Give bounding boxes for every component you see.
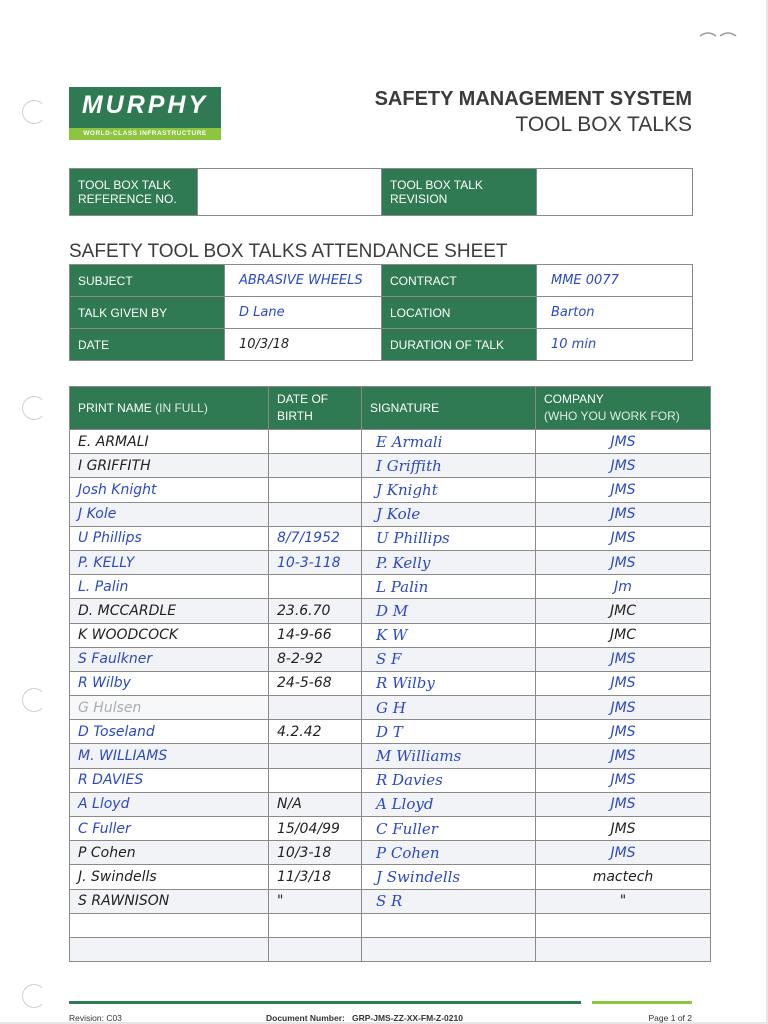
attendee-signature: E Armali — [362, 430, 536, 454]
attendee-signature: M Williams — [362, 744, 536, 768]
attendee-signature: K W — [362, 623, 536, 647]
attendee-signature: D M — [362, 599, 536, 623]
attendance-row — [70, 913, 711, 937]
attendee-dob: 11/3/18 — [269, 865, 362, 889]
dob-header: DATE OF BIRTH — [269, 387, 362, 430]
document-number-value: GRP-JMS-ZZ-XX-FM-Z-0210 — [351, 1013, 463, 1023]
company-header — [536, 387, 711, 430]
attendee-signature: A Lloyd — [362, 792, 536, 816]
print-name-header-note: (IN FULL) — [155, 400, 208, 415]
attendee-company: mactech — [536, 865, 711, 889]
attendee-name: P Cohen — [70, 841, 269, 865]
revision-value — [537, 169, 693, 216]
document-subtitle: TOOL BOX TALKS — [515, 113, 692, 136]
footer-rule — [69, 1001, 581, 1004]
attendee-signature: S R — [362, 889, 536, 913]
attendee-name: K WOODCOCK — [70, 623, 269, 647]
company-logo — [69, 87, 221, 140]
contract-label: CONTRACT — [382, 265, 537, 297]
attendee-dob: 10/3-18 — [269, 841, 362, 865]
attendance-sheet-title: SAFETY TOOL BOX TALKS ATTENDANCE SHEET — [69, 241, 508, 262]
attendee-signature: J Knight — [362, 478, 536, 502]
attendance-row — [70, 599, 711, 623]
attendance-rows — [70, 430, 711, 962]
attendance-row — [70, 575, 711, 599]
attendee-dob — [269, 913, 362, 937]
attendance-row — [70, 865, 711, 889]
attendee-name: R Wilby — [70, 671, 269, 695]
attendance-row — [70, 817, 711, 841]
footer-document-number — [266, 1013, 463, 1023]
attendee-company: JMS — [536, 720, 711, 744]
talk-given-by-label: TALK GIVEN BY — [70, 297, 225, 329]
attendee-company: JMS — [536, 744, 711, 768]
document-number-label: Document Number: — [266, 1013, 345, 1023]
attendance-row — [70, 696, 711, 720]
footer-rule-accent — [592, 1001, 692, 1004]
attendance-row — [70, 502, 711, 526]
attendance-table — [69, 386, 711, 962]
attendee-company: JMS — [536, 671, 711, 695]
attendee-dob — [269, 478, 362, 502]
talk-given-by-value: D Lane — [225, 297, 382, 329]
attendance-row — [70, 792, 711, 816]
attendee-dob: 4.2.42 — [269, 720, 362, 744]
attendee-dob — [269, 937, 362, 961]
attendee-name — [70, 913, 269, 937]
duration-label: DURATION OF TALK — [382, 329, 537, 361]
attendee-company: JMS — [536, 526, 711, 550]
print-name-header-label: PRINT NAME — [78, 400, 152, 415]
attendance-row — [70, 889, 711, 913]
attendee-name: S RAWNISON — [70, 889, 269, 913]
attendee-signature: J Swindells — [362, 865, 536, 889]
attendee-company: JMS — [536, 550, 711, 574]
attendee-name: M. WILLIAMS — [70, 744, 269, 768]
attendee-dob — [269, 696, 362, 720]
attendee-name: D. MCCARDLE — [70, 599, 269, 623]
attendee-signature: I Griffith — [362, 454, 536, 478]
contract-value: MME 0077 — [537, 265, 693, 297]
punch-hole — [22, 396, 46, 420]
attendance-row — [70, 841, 711, 865]
subject-value: ABRASIVE WHEELS — [225, 265, 382, 297]
attendee-dob: 15/04/99 — [269, 817, 362, 841]
attendee-dob — [269, 575, 362, 599]
attendee-company: JMS — [536, 841, 711, 865]
attendance-row — [70, 623, 711, 647]
revision-label: TOOL BOX TALK REVISION — [382, 169, 537, 216]
logo-tagline: WORLD-CLASS INFRASTRUCTURE — [69, 128, 221, 140]
attendee-signature: U Phillips — [362, 526, 536, 550]
attendance-row — [70, 720, 711, 744]
attendee-company: JMS — [536, 768, 711, 792]
attendance-row — [70, 671, 711, 695]
attendee-company: JMS — [536, 647, 711, 671]
punch-hole — [22, 688, 46, 712]
footer-revision: Revision: C03 — [69, 1013, 122, 1023]
scan-mark — [698, 30, 738, 40]
ref-no-label: TOOL BOX TALK REFERENCE NO. — [70, 169, 198, 216]
attendee-dob: 8/7/1952 — [269, 526, 362, 550]
attendance-row — [70, 647, 711, 671]
attendee-name: U Phillips — [70, 526, 269, 550]
attendee-dob: N/A — [269, 792, 362, 816]
attendee-dob — [269, 768, 362, 792]
attendee-company: JMS — [536, 430, 711, 454]
attendance-row — [70, 744, 711, 768]
attendee-name: S Faulkner — [70, 647, 269, 671]
attendee-signature: R Wilby — [362, 671, 536, 695]
location-label: LOCATION — [382, 297, 537, 329]
attendee-signature: R Davies — [362, 768, 536, 792]
date-value: 10/3/18 — [225, 329, 382, 361]
attendee-company: JMS — [536, 817, 711, 841]
attendee-name: G Hulsen — [70, 696, 269, 720]
attendee-name: E. ARMALI — [70, 430, 269, 454]
attendee-signature: P Cohen — [362, 841, 536, 865]
attendee-dob — [269, 744, 362, 768]
punch-hole — [22, 984, 46, 1008]
attendee-company: JMC — [536, 623, 711, 647]
company-header-label: COMPANY — [544, 392, 604, 406]
attendee-company — [536, 913, 711, 937]
attendee-dob: " — [269, 889, 362, 913]
attendee-name: P. KELLY — [70, 550, 269, 574]
attendee-signature: J Kole — [362, 502, 536, 526]
attendee-name: R DAVIES — [70, 768, 269, 792]
attendee-name: A Lloyd — [70, 792, 269, 816]
date-label: DATE — [70, 329, 225, 361]
attendee-name: J. Swindells — [70, 865, 269, 889]
attendee-name: I GRIFFITH — [70, 454, 269, 478]
reference-table — [69, 168, 693, 216]
attendance-row — [70, 430, 711, 454]
attendance-row — [70, 937, 711, 961]
attendee-signature: D T — [362, 720, 536, 744]
attendee-name: L. Palin — [70, 575, 269, 599]
attendee-signature: L Palin — [362, 575, 536, 599]
footer-page-number: Page 1 of 2 — [648, 1013, 692, 1023]
attendee-name — [70, 937, 269, 961]
attendee-signature: C Fuller — [362, 817, 536, 841]
attendee-name: C Fuller — [70, 817, 269, 841]
duration-value: 10 min — [537, 329, 693, 361]
punch-hole — [22, 100, 46, 124]
attendee-company: JMS — [536, 478, 711, 502]
attendee-signature — [362, 937, 536, 961]
attendee-company: " — [536, 889, 711, 913]
attendance-row — [70, 768, 711, 792]
attendance-row — [70, 478, 711, 502]
attendee-dob: 23.6.70 — [269, 599, 362, 623]
attendee-company: JMS — [536, 502, 711, 526]
attendee-company: JMS — [536, 454, 711, 478]
attendee-dob: 24-5-68 — [269, 671, 362, 695]
location-value: Barton — [537, 297, 693, 329]
document-title: SAFETY MANAGEMENT SYSTEM — [374, 88, 692, 110]
ref-no-value — [198, 169, 382, 216]
attendee-dob: 10-3-118 — [269, 550, 362, 574]
attendee-dob: 14-9-66 — [269, 623, 362, 647]
attendee-company: Jm — [536, 575, 711, 599]
attendee-dob — [269, 430, 362, 454]
attendee-signature: G H — [362, 696, 536, 720]
attendance-row — [70, 454, 711, 478]
attendance-row — [70, 526, 711, 550]
attendee-dob — [269, 502, 362, 526]
attendee-name: Josh Knight — [70, 478, 269, 502]
attendee-name: D Toseland — [70, 720, 269, 744]
talk-info-table — [69, 264, 693, 361]
attendee-signature: P. Kelly — [362, 550, 536, 574]
attendee-company: JMS — [536, 696, 711, 720]
attendee-company: JMC — [536, 599, 711, 623]
attendee-signature: S F — [362, 647, 536, 671]
attendee-name: J Kole — [70, 502, 269, 526]
attendee-dob: 8-2-92 — [269, 647, 362, 671]
attendee-company: JMS — [536, 792, 711, 816]
signature-header: SIGNATURE — [362, 387, 536, 430]
company-header-note: (WHO YOU WORK FOR) — [544, 409, 680, 423]
attendee-company — [536, 937, 711, 961]
attendee-dob — [269, 454, 362, 478]
attendance-row — [70, 550, 711, 574]
attendee-signature — [362, 913, 536, 937]
logo-name: MURPHY — [81, 91, 209, 119]
print-name-header — [70, 387, 269, 430]
subject-label: SUBJECT — [70, 265, 225, 297]
